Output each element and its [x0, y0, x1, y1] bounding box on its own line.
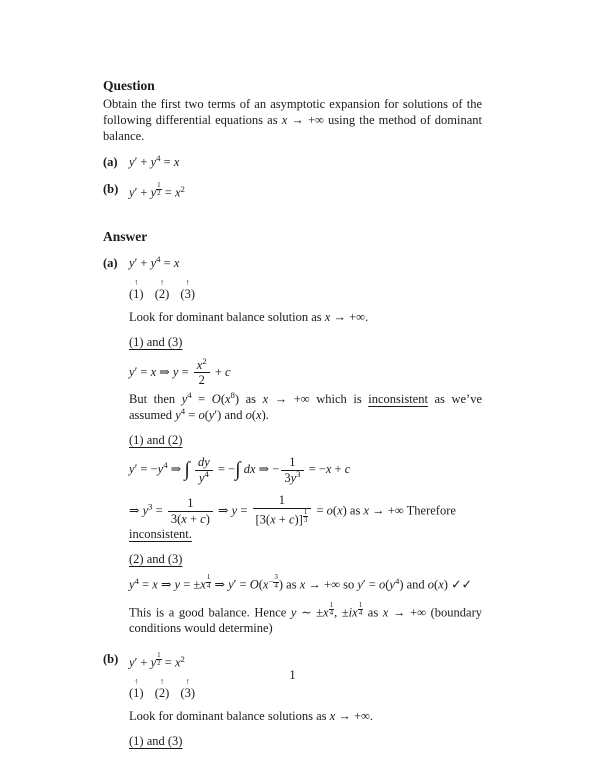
part-body: [129, 652, 482, 750]
item-formula: $y' + y^4 = x$: [129, 153, 180, 170]
answer-part-a: [103, 256, 482, 637]
item-label: (b): [103, 182, 119, 196]
question-item-b: [103, 182, 482, 201]
equation: $y' + y^4 = x$: [129, 254, 180, 271]
part-body: [129, 256, 482, 637]
item-formula: y′ + y $^{\frac{1}{2}}$ = $x^2$: [129, 181, 185, 200]
text-block: [103, 77, 482, 750]
term-marker: [129, 278, 144, 301]
term-number: (3): [180, 286, 195, 301]
up-arrow-icon: ↑: [134, 676, 139, 687]
paragraph: This is a good balance. Hence y ∼ ±x $^{\frac{1}{4}}$ , ±ix $^{\frac{1}{4}}$ as x → +∞ (boundary conditions would determine): [129, 600, 482, 636]
question-body: Obtain the first two terms of an asymptotic expansion for solutions of the following differential equations as x → +∞ using the method of dominant balance.: [103, 97, 482, 143]
paragraph: But then $y^4 = O(x^8)$ as x → +∞ which is inconsistent as we’ve assumed $y^4 = o(y')$ and o(x).: [129, 390, 482, 422]
equation: ⇒ $y^3$ = $\frac{1}{3(x + c)}$ ⇒ y = 1 [3(x + c)] $^{\frac{1}{3}}$ = o(x) as x → +∞ Therefore inconsistent.: [129, 492, 456, 541]
up-arrow-icon: ↑: [185, 676, 190, 687]
part-label: (b): [103, 652, 119, 667]
up-arrow-icon: ↑: [159, 277, 165, 288]
term-number: (1): [129, 286, 144, 301]
term-number: (2): [154, 685, 170, 700]
case-heading-text: (1) and (2): [129, 432, 183, 447]
term-number: (1): [129, 685, 144, 700]
question-item-a: [103, 155, 482, 171]
case-heading: [129, 734, 482, 750]
term-marker: [155, 278, 170, 301]
item-label: (a): [103, 155, 118, 170]
look-statement: Look for dominant balance solution as x → +∞.: [129, 310, 369, 325]
answer-part-b: [103, 652, 482, 750]
case-heading: [129, 335, 482, 351]
case-heading-text: (2) and (3): [129, 551, 183, 566]
part-label: (a): [103, 256, 118, 271]
up-arrow-icon: ↑: [185, 277, 190, 288]
term-markers-row: [129, 274, 482, 301]
up-arrow-icon: ↑: [134, 277, 139, 288]
question-heading: Question: [103, 78, 155, 93]
up-arrow-icon: ↑: [159, 676, 165, 687]
equation: $y' = -y^4$ ⇒ ∫ $\frac{dy}{y^4}$ = −∫ dx ⇒ − $\frac{1}{3y^3}$ = −x + c: [129, 455, 351, 486]
case-heading-text: (1) and (3): [129, 334, 183, 349]
look-statement: Look for dominant balance solutions as x → +∞.: [129, 709, 374, 724]
equation: y′ = x ⇒ y = $\frac{x^2}{2}$ + c: [129, 355, 231, 388]
page-number: 1: [289, 668, 296, 682]
equation: y′ + y $^{\frac{1}{2}}$ = $x^2$: [129, 651, 185, 670]
term-marker: [180, 278, 195, 301]
case-heading: [129, 552, 482, 568]
term-number: (3): [180, 685, 195, 700]
answer-heading: Answer: [103, 229, 148, 245]
equation: $y^4 = x$ ⇒ y = ±x $^{\frac{1}{4}}$ ⇒ $y' = O(x^{- \frac{3}{4}}$ ) as x → +∞ so $y' = o(y^4)$ and o(x) ✓✓: [129, 573, 473, 593]
term-number: (2): [154, 286, 170, 301]
case-heading-text: (1) and (3): [129, 734, 183, 749]
case-heading: [129, 433, 482, 449]
